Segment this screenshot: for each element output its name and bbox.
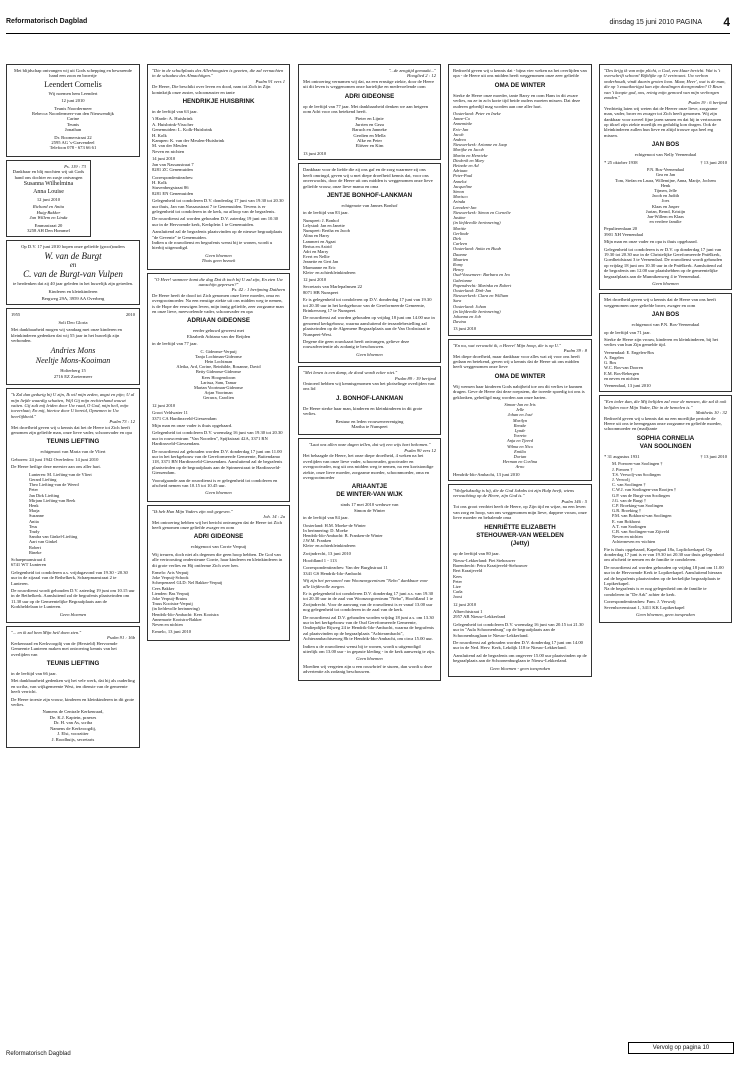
verse-ref: Psalm 19 : 6 berijmd bbox=[688, 100, 727, 106]
notice-sub: sinds 17 mei 2010 weduwe van Simon de Winter bbox=[340, 502, 399, 513]
notice-sub: echtgenote van Jannes Bonhof bbox=[341, 202, 398, 208]
notice-line: Mijn man en onze vader is thuis opgebaard. bbox=[152, 422, 233, 428]
verse-text: "Met lenen is een damp, de dood wordt ecker niet." bbox=[303, 370, 398, 376]
notice-body: Sterke de Heere onze moeder, tante Barry en oom Hans in dit zware verlies, nu ze in zo'n korte tijd beide ouders moeten missen. Dat deze ouderen gebedijl mag worden aan one aller hart. bbox=[453, 92, 581, 109]
family-names: Ermelo: Aris Verpuij Joke Verpuij-Schook Scherpenzeel GLD: Nel Bakker-Verpuij Cees Bakker Lienden: Bas Verpuij Joke Verpuij-Bruins Truus Kooistra-Verpuij (in liefdevolle herinnering) Hendrik-Ido-Ambacht: Kees Kooistra Annemarie Kooistra-Bakker Neven en nichten bbox=[152, 570, 223, 628]
verse-text: "Die in de schuilplaats des Allerhoogsten is gezeten, die zal vernachten in de schaduw des Almachtigen." bbox=[152, 68, 284, 79]
notice-text: Kerkenraad en Kerkvoogdij van de (Hersteld) Hervormde Gemeente Lunteren maken met ontroering kennis van het overlijden van bbox=[11, 640, 118, 657]
year-start: 1955 bbox=[11, 312, 21, 318]
deceased-name: ADRI GIDEONSE bbox=[193, 533, 244, 541]
age-line: in de leeftijd van 77 jaar. bbox=[152, 341, 198, 347]
address: Groot Veldwater 11 3371 CA Hardinxveld-Giessendam bbox=[152, 410, 217, 421]
column-5 bbox=[599, 64, 732, 626]
correspondence-address: Correspondentieadres: Van der Burghstraat 11 3341 GS Hendrik-Ido-Ambacht bbox=[303, 565, 388, 576]
notice-date: 12 juni 2010 bbox=[303, 276, 327, 282]
closing-line: Geen bloemen - geen toespraken bbox=[489, 665, 551, 671]
notice-after: Indien u de rouwdienst wenst bij te wonen, wordt u uitgenodigd uiterlijk om 13.00 uur - in gepaste kleding - in de kerk aanwezig te zijn. bbox=[303, 643, 435, 655]
obituary-oma-de-winter-grandchildren bbox=[448, 339, 592, 481]
address: Albrechtstraat 1 2957 AB Nieuw-Lekkerland bbox=[453, 608, 506, 620]
verse-text: "En nu, wat verwacht ik, o Heere! Mijn hoop, die is op U." bbox=[453, 342, 562, 348]
notice-text: Met dankbaarheid mogen wij vandaag met onze kinderen en kleinkinderen gedenken dat wij 55 jaar in het huwelijk zijn verbonden. bbox=[11, 327, 122, 343]
notice-text: Dankbaar voor de liefde die zij ons gaf en de zorg waarmee zij ons heeft omringd, geven wij u met diepe droefheid kennis dat, voor ons onverwachts, door de Heere uit ons midden is weggenomen onze lieve geliefde vrouw, onze lieve mama en oma bbox=[303, 167, 433, 189]
notice-text: Het behaagde de Heere, het onze diepe droefheid, 4 weken na het overlijden van onze lieve vader, schoonvader, grootvader en overgrootvader, nog uit ons midden weg te nemen, na een kortstondige ziekte, onze lieve moeder, zorgzame moeder, schoonmoeder, oma en overgrootmoeder bbox=[303, 453, 434, 480]
verse-ref: Psalm 146 : 5 bbox=[561, 498, 587, 504]
notice-body: Wij treuren, doch niet als degenen die geen hoop hebben. De God van alle vertroosting ondersteune Corrie, haar kinderen en kleinkinderen in dit grote verlies en Hij ontferme Zich over hen. bbox=[152, 551, 283, 568]
burial-info: Aansluitend zal de begrafenis om ongeveer 15.00 uur plaatsvinden op de begraafplaats aan de Schoonenburglaan te Nieuw-Lekkerland. bbox=[453, 652, 587, 664]
notice-text: Verdrietig laten wij weten dat de Heerer onze lieve, zorgzame man, vader, broer en zwager tot Zich heeft genomen. Wij zijn dankbaar voor zoveel fijne jaren samen en dat hij in vertrouwen op tiksel zijn ziekte moeilijk en geduldig kon dragen. Ook de kleinkinderen zullen hun lieve en altijd trouwe opa heel erg missen. bbox=[604, 105, 722, 138]
age-line: op de leeftijd van 80 jaar. bbox=[453, 550, 500, 556]
obituary-adriaan-gideonse bbox=[147, 273, 290, 502]
notice-body: Wij wensen haar kinderen Gods nabijheid toe om dit verlies te kunnen dragen. Geve de Heere dat deze roepstem, die tweede spoedig tot ons is geklonken, geheiligd mag worden aan onze harten. bbox=[453, 383, 585, 400]
anniversary-van-de-burgt bbox=[6, 240, 140, 305]
obituary-hendrikje-huisbrink bbox=[147, 64, 290, 270]
notice-date: 12 juni 2010 bbox=[36, 196, 61, 202]
address: Pepulierenlaan 20 3901 XH Veenendaal bbox=[604, 226, 644, 237]
obituary-teunis-liefting bbox=[6, 388, 140, 623]
age-line: in de leeftijd van 84 jaar. bbox=[303, 515, 349, 521]
deceased-name: OMA DE WINTER bbox=[494, 372, 546, 380]
notice-text: Tot ons groot verdriet heeft de Heere, op Zijn tijd en wijze, na een leven van zorg en hoop, van ons weggenomen mijn lieve, dappere vrouw, onze lieve moeder en behalende oma bbox=[453, 504, 587, 521]
header-rule bbox=[6, 33, 730, 34]
verse-ref: Psalm 90 vers 12 bbox=[404, 447, 436, 453]
closing-line: Geen bloemen, geen toespraken bbox=[636, 612, 695, 618]
family-names: C. Gideonse-Verpuij Tanja Lochtman-Gideonse Hein Lochtman Aleika, Ard, Corine, Reinhilde, Rosanne, David Betty Gideonse-Gideonse Kees Hoogendoorn Larissa, Sam, Tamar Martan Voortman-Gideonse Arjan Voortman Gerarra, Carolien bbox=[176, 348, 261, 401]
column-4 bbox=[448, 64, 592, 680]
notice-text: De Heere, Die beschikt over leven en dood, nam tot Zich in Zijn koninkrijk onze zuster, schoonzuster en tante bbox=[152, 84, 271, 95]
continue-link[interactable]: Vervolg op pagina 10 bbox=[628, 1042, 734, 1054]
deceased-name: ADRI GIDEONSE bbox=[344, 92, 395, 100]
funeral-info: De rouwdienst zal worden gehouden op vrijdag 18 juni om 11.00 uur in de Hervormde Kerk te Lopikerkapel. Aansluitend hieraan zal de begrafenis plaatsvinden op de kerkelijke begraafplaats te Lopikerkapel. Na de begrafenis is er nog gelegenheid om de familie te condoleren in "De Ark" achter de kerk. bbox=[604, 564, 724, 597]
deceased-name-2: DE WINTER-VAN WIJK bbox=[336, 491, 403, 499]
burial-info: Aansluitend zal de begrafenis plaatsvinden op de nieuwe begraafplaats "de Gevente" te Genemuiden. Indien u de rouwdienst en begrafenis wenst bij te wonen, wordt u hierbij uitgenodigd. bbox=[152, 229, 283, 251]
notice-sub: Wij noemen hem Leendert bbox=[48, 90, 98, 96]
notice-intro: Met blijdschap ontvangen wij uit Gods schepping en bewarende hand een zoon en broertje bbox=[14, 68, 132, 79]
dates-line: Geboren: 24 juni 1942 Overleden: 14 juni 2010 bbox=[11, 456, 99, 462]
condolence-info: Gelegenheid tot condoleren D.V. donderdag 17 juni van 19.30 tot 20.30 uur thuis, Jan van Nassaustraat 7 te Genemuiden. Tevens is er gelegenheid tot condoleren in de kerk, na afloop van de begrafenis. bbox=[152, 198, 284, 214]
closing-line: Geen bloemen bbox=[356, 351, 383, 357]
age-line: op de leeftijd van 77 jaar. Met dankbaarheid denken we aan hetgeen oom Adri voor ons betekend heeft. bbox=[303, 103, 428, 115]
notice-date: 14 juni 2010 bbox=[152, 156, 176, 162]
notice-date: Hendrik-Ido-Ambacht, 13 juni 2010 bbox=[453, 471, 520, 477]
notice-sub: echtgenoot van Nelly Veenendaal bbox=[634, 152, 697, 158]
obituary-sophia-van-soolingen bbox=[599, 395, 732, 623]
deceased-name: TEUNIS LIEFTING bbox=[46, 660, 100, 668]
page-number: 4 bbox=[723, 15, 730, 29]
deceased-name-1: SOPHIA CORNELIA bbox=[636, 434, 695, 442]
obituary-jan-bos-family bbox=[599, 64, 732, 290]
notice-date: 13 juni 2010 bbox=[303, 150, 327, 156]
funeral-info: De rouwdienst wordt gehouden D.V. zaterdag 19 juni om 10.15 uur in de Bethelkerk. Aansluitend zal de begrafenis plaatsvinden om 11.30 uur op de Gemeentelijke Begraafplaats aan de Korkheldelaan te Lunteren. bbox=[11, 587, 135, 610]
notice-sub: echtgenoot van Maria van de Vliert bbox=[40, 449, 106, 455]
deceased-name: J. BONHOF-LANKMAN bbox=[335, 394, 404, 402]
family-names: Pieter en Lijnie Jurrien en Geza Baruch en Janneke Gerdien en Mella Alke en Peter Eliëzer en Kim bbox=[352, 116, 387, 149]
age-line: op de leeftijd van 71 jaar. bbox=[604, 329, 651, 335]
notice-body: Mijn man en onze vader en opa is thuis opgebaard. bbox=[604, 239, 698, 245]
notice-text: Dankbaar en blij mochten wij uit Gods hand ons dochter en zusje ontvangen bbox=[12, 169, 85, 180]
address: Jan van Nassaustraat 7 8281 ZC Genemuiden bbox=[152, 161, 194, 173]
deceased-name: ADRIAAN GIDEONSE bbox=[187, 317, 250, 325]
funeral-info: De rouwdienst zal gehouden worden D.V. donderdag 17 juni om 11.00 uur in het kerkgebouw van de Gereformeerde Gemeente, Buitendamo 118, 3371 BN Hardinxveld-Giessendam. Aansluitend zal de begrafenis plaatsvinden op de begraafplaats aan de Spinnerstraat te Hardinxveld-Giessendam. bbox=[152, 448, 283, 476]
family-names: Richard en Anita Huig-Bakker Jan Willem en Linda bbox=[29, 204, 68, 221]
verse-text: "Laat ons allen onze dagen tellen, dat wij een wijs hart bekomen." bbox=[308, 442, 431, 448]
born-date: * 25 oktober 1938 bbox=[604, 159, 638, 165]
closing-line: Geen bloemen bbox=[652, 280, 679, 286]
condolence-info: Gelegenheid tot condoleren a.s. vrijdagavond van 19.30 - 20.30 uur in de zijzaal van de Bethelkerk, Schaepmanstraat 2 te Lunteren. bbox=[11, 569, 128, 586]
condolence-info: Gelegenheid tot condoleren D.V. woensdag 16 juni van 20.15 tot 21.30 uur in "Aula Schoonenburg" op de begraafplaats aan de Schoonenburglaan te Nieuw-Lekkerland. bbox=[453, 621, 584, 638]
funeral-info: De rouwdienst zal D.V. gehouden worden vrijdag 18 juni a.s. om 13.30 uur in het kerkgebouw van de Oud Gereformeerde Gemeente, Ondiepdijke Rijweg 24 te Hendrik-Ido-Ambacht, waarna de begrafenis zal plaatsvinden op de begraafplaats "Achterambacht", Achterambachtseweg 8b te Hendrik-Ido-Ambacht, om circa 15.00 uur. bbox=[303, 614, 434, 642]
deceased-name-1: ARIAANTJE bbox=[351, 483, 388, 491]
closing-line: Geen bloemen bbox=[205, 490, 232, 496]
age-line: in de leeftijd van 66 jaar. bbox=[11, 671, 57, 677]
funeral-info: De rouwdienst zal gehouden worden D.V. donderdag 17 juni om 14.00 uur in de Ned. Herv. Kerk, Lekdijk 118 te Nieuw-Lekkerland. bbox=[453, 639, 583, 651]
born-date: * 31 augustus 1931 bbox=[604, 453, 640, 459]
name-2: C. van de Burgt-van Vulpen bbox=[23, 269, 123, 280]
anniversary-mons bbox=[6, 308, 140, 385]
deceased-name: OMA DE WINTER bbox=[494, 81, 546, 89]
notice-text: Met ontroering hebben wij het bericht ontvangen dat de Heere tot Zich heeft genomen onze geliefde zwager en oom bbox=[152, 519, 282, 530]
verse-text: "Welgelukzalig is hij, die de God Jakobs tot zijn Hulp heeft, wiens verwachting op de Heere, zijn God is." bbox=[453, 488, 575, 499]
verse-ref: Mattheüs 10 : 32 bbox=[695, 410, 727, 416]
family-names: Nieuw-Lekkerland: Piet Stehouwer Barendrecht: Petra Kraaijeveld-Stehouwer Bert Kraaijeveld Kees Peter Lize Carla Joost bbox=[453, 557, 528, 600]
deceased-name: JAN BOS bbox=[651, 141, 680, 149]
notice-sub: echtgenoot van Corrie Verpuij bbox=[190, 544, 247, 550]
verse-text: "O Heer! wanneer komt die dag Dat ik toch bij U zal zijn, En zien Uw aanschijn gepresen?" bbox=[154, 276, 283, 287]
notice-date: 12 juni 2010 bbox=[152, 402, 176, 408]
notice-wish: Moedten wij vergeten zijn u een rouwbrief te sturen, dan wordt u deze advertentie als zodanig beschouwen. bbox=[303, 663, 433, 675]
address: Hoofdland 1 - 113 bbox=[303, 557, 337, 563]
address: Schaepmanstraat 4 6741 WT Lunteren bbox=[11, 556, 47, 568]
birth-notice-leendert bbox=[6, 64, 140, 157]
notice-body: De Heere sterke haar man, kinderen en kleinkinderen in dit grote verlies. bbox=[303, 405, 423, 417]
notice-body: Wij zijn het personeel van Woonzorgcentrum "Nebo" dankbaar voor alle liefdevolle zorgen. bbox=[303, 578, 428, 589]
church-notice-liefting bbox=[6, 626, 140, 748]
closing-line: Geen bloemen Thuis geen bezoek bbox=[201, 252, 236, 264]
signatories: Bestuur en leden vrouwenvereniging Martha te Nunspeet bbox=[335, 418, 404, 430]
obituary-henriette-stehouwer bbox=[448, 484, 592, 677]
address: Dr. Boomerstraat 22 2595 AG 's-Gravendeel Telefoon 078 - 673 66 61 bbox=[49, 134, 97, 151]
notice-line: De Heere heilige deze meester aan ons aller hart. bbox=[11, 464, 101, 470]
obituary-ariaantje-de-winter bbox=[298, 438, 441, 680]
condolence-info: Er is gelegenheid tot condoleren op D.V. donderdag 17 juni van 19.30 tot 20.30 uur in het kerkgebouw van de Gereformeerde Gemeente, Brinkersweg 17 te Nunspeet. bbox=[303, 297, 432, 313]
verse-text: "Een ieder dan, die Mij belijden zal voor de mensen, die zal ik ook belijden voor Mijn Vader, Die in de hemelen is." bbox=[604, 399, 727, 410]
notice-date: Zwijndrecht, 13 juni 2010 bbox=[303, 550, 351, 556]
family-names: Simon-Jan en Iris Jelle Johan en José Marilyn Renske Lynde Yorrein Anja en Tjeerd Wilma en Nico Emilia Dorian Herman en Corlina Arno bbox=[502, 402, 538, 470]
deceased-name-2: VAN SOOLINGEN bbox=[639, 442, 692, 450]
age-line: in de leeftijd van 83 jaar. bbox=[303, 210, 349, 216]
address: Holterberg 15 2716 EZ Zoetermeer bbox=[53, 368, 93, 379]
notice-after: Voorafgaande aan de rouwdienst is er gelegenheid tot condoleren en afscheid nemen van 10.15 tot 10.45 uur. bbox=[152, 477, 278, 488]
obituary-adri-gideonse-family bbox=[147, 505, 290, 641]
closing-line: Geen bloemen bbox=[59, 611, 87, 617]
obituary-jan-bos-siblings bbox=[599, 293, 732, 392]
verse-ref: Joh. 14 : 2a bbox=[263, 514, 285, 520]
verse-text: "Des krijg ik van mijn plicht, o God, een klaar bericht. Wat is 't overschrift schoon! Bijblijke op U vertrouwt. Uw verbon onderhoudt, vindt daarin groten loon. Maar, Heer', wat is de man, die op 't zouaikortigst kan zijn dwalingen doorgronden? O Reun van 't koopte god, ons, reinig mijn gemoed van mijn verborgen zonden." bbox=[604, 68, 726, 101]
address: Bergweg 29A, 3959 AA Overberg bbox=[41, 295, 105, 301]
kids-line: Kinderen en kleinkinderen bbox=[48, 288, 98, 294]
verse-text: "... en ik zal hem Mijn heil doen zien." bbox=[11, 630, 82, 635]
and-word: en bbox=[69, 260, 77, 269]
name-2: Neeltje Mons-Kooiman bbox=[35, 356, 111, 366]
verse-text: "...de zengtijd gemaakt..." bbox=[388, 68, 436, 73]
year-end: 2010 bbox=[125, 312, 135, 318]
family-names: M. Poeroen-van Soolingen † J. Pieroen † T.S. Verwolj-van Soolingen J. Verwolj C. van Soolingen † C.W.J. van Soolingen-van Rooijen † G.P. van de Burgt-van Soolingen J.G. van de Burgt † C.P. Broeking-van Soolingen G.R. Broeking † P.M. van Bokhorst-van Soolingen E. van Bokhorst A.T. van Soolingen C.B. van Soolingen-van Zijtveld Neven en nichten Achterneven en -nichten bbox=[612, 461, 677, 545]
death-date: † 13 juni 2010 bbox=[700, 453, 727, 459]
column-1 bbox=[6, 64, 140, 751]
notice-text: te herdenken dat zij 40 jaar geleden in het huwelijk zijn getreden. bbox=[12, 281, 134, 287]
family-names: 't Harde: A. Huisbrink A. Huisbrink-Visscher Genemuiden: L. Kolk-Huisbrink H. Kolk Kampen: K. van der Meulen-Huisbrink M. van der Meulen Neven en nichten bbox=[152, 116, 225, 154]
closing-line: Geen bloemen bbox=[356, 656, 383, 662]
family-names: Oosterland: Peter en Ineke Janne-Co Annemieke Eric-Jan Jacob Andrea Nieuwerkerk: Arianne en Jaap Marijke en Jacob Martin en Henrieke Diederik en Mary Heineke en Ad Adriaan Peter-Paul Annelot Jacqueline Simon Marisco Arinda Leendert-Jan Nieuwerkerk: Simon en Cornelie Justine (in liefdevolle herinnering) Maritie Gerlinde Dirk Carleen Oosterland: Anita en Huub Daanne Maarten Romy Henry Oud-Vossemeer: Barbara en Ivo Gabrianne Papendrecht: Marinka en Robert Oosterland: Dirk-Jan Nieuwerkerk: Clara en William Sara Oosterland: Johan (in liefdevolle herinnering) Johanna en Job Davina bbox=[453, 111, 512, 325]
child-name-2: Anna Louise bbox=[33, 188, 64, 195]
funeral-info: De rouwdienst zal worden gehouden op vrijdag 18 juni om 14.00 uur in genoemd kerkgebouw, waarna aansluitend de teraardebestelling zal plaatsvinden op de Algemene Begraafplaats aan de Van Oosbstraat te Nunspeet-West. bbox=[303, 315, 435, 337]
birth-notice-susanna bbox=[6, 160, 91, 237]
obituary-adri-gideonse-nephews bbox=[298, 64, 441, 160]
notice-text: Bedroefd geven wij u kennis dat - bijna vier weken na het overlijden van opa - de Heere uit ons midden heeft weggenomen onze zeer geliefde bbox=[453, 68, 587, 79]
notice-intro: Op D.V. 17 juni 2010 hopen onze geliefde (groot)ouders bbox=[21, 244, 125, 250]
obituary-jentje-bonhof bbox=[298, 163, 441, 363]
publication-name: Reformatorisch Dagblad bbox=[6, 18, 88, 25]
verse-ref: Psalm 89 : 19 berijmd bbox=[394, 375, 436, 381]
family-names: Lunteren: M. Liefting-van de Vliert Gerard Liefting Theo Liefting-van de Weerd Peter Jan Dirk Liefting Mirjam Liefting-van Beek Henk Marja Suzanne Anita Teus Trudy Sandra van Ginkel-Liefting Aart van Ginkel Robert Rineke bbox=[29, 471, 92, 555]
notice-body: Met dankbaarheid gedenken wij het vele werk, dat hij als ouderling en scriba, van wijkgemeente West, ten dienste van de gemeente heeft verricht. bbox=[11, 678, 135, 695]
deceased-name: HENDRIKJE HUISBRINK bbox=[182, 98, 255, 106]
verse-text: "k Zal dan gedurig bij U zijn, Ik wil mijn zeden, angst en pijn; U al mijn liefde waardig schatten, Wijl Gij mijn rechterhand wouwt vatten. Gij zult mij leiden door Uw raad, O God, mijn heil, mijn toeverlaat; En mij, hiertoe door U bereid, Opnemen in Uw heerlijkheid." bbox=[11, 392, 135, 419]
deceased-name-2: STEHOUWER-VAN WEELDEN bbox=[476, 531, 564, 539]
notice-text: Bedroefd geven wij u kennis dat na een moeilijke periode de Heere uit ons te heengegaan onze zorgzame en geliefde moeder, schoonmoeder en (mad)tante bbox=[604, 415, 722, 432]
deceased-name-1: HENRIËTTE ELIZABETH bbox=[484, 523, 556, 531]
notice-wish: De Heere troeste zijn vrouw, kinderen en kleinkinderen in dit grote verlies. bbox=[11, 696, 135, 708]
notice-date: 12 juni 2010 bbox=[453, 601, 477, 607]
footer-publication: Reformatorisch Dagblad bbox=[6, 1051, 71, 1057]
notice-after: Degene die geen rouwkaart heeft ontvangen, gelieve deze rouwadvertentie als zodanig te beschouwen. bbox=[303, 339, 410, 350]
verse-text: "Ik heb Hun Mijn Vaders zijn ook gegeven." bbox=[152, 508, 233, 514]
notice-text: Met droefheid geven wij u kennis dat de Heere van ons heeft weggenomen onze geliefde broer, zwager en oom bbox=[604, 297, 716, 308]
notice-date: Ermelo, 13 juni 2010 bbox=[152, 629, 192, 635]
deceased-name: TEUNIS LIEFTING bbox=[46, 438, 100, 446]
funeral-info: De rouwdienst zal worden gehouden D.V. zaterdag 19 juni om 10.30 uur in de Hervormde kerk, Kerkplein 1 te Genemuiden. bbox=[152, 216, 279, 227]
family-names: Veenendaal: E. Engelen-Bos A. Engelen G. Bos W.C. Bos-van Dooren E.M. Bos-Rebergen en neven en nichten bbox=[604, 349, 655, 381]
condolence-info: Gelegenheid tot condoleren D.V. woensdag 16 juni van 19.30 tot 20.30 uur in rouwcentrum "Van Noorden", Spijkstraat 42A, 3371 RN Hardinxveld-Giessendam. bbox=[152, 430, 283, 447]
notice-body: Sterke de Heere zijn vrouw, kinderen en kleinkinderen, bij het verlies van hun Zijn gemelde tijd. bbox=[604, 337, 719, 348]
column-2 bbox=[147, 64, 290, 644]
name-1: W. van de Burgt bbox=[44, 250, 102, 261]
family-names: P.N. Bos-Veenendaal Gea en Jan Tom, Stefan en Laura, Willemijne, Anna, Marije, Jochem Henk Tijmen, Jelle Jacob en Judith Joes Klaas en Jasper Jurian, Bernd, Kristijn Jan-Willem en Klaas en verdere familie bbox=[615, 167, 716, 225]
notice-text: Met droefheid geven wij u kennis dat het de Heere tot Zich heeft genomen zijn geliefde man, onze lieve vader, schoonvader en opa bbox=[11, 424, 132, 436]
child-name: Leendert Cornelis bbox=[44, 79, 102, 89]
signatories: Namens de Centrale Kerkenraad, De. K.J. Kaptein, praeses Dr. H. van As, scriba Namens de Kerkvoogdij, J. Elsi, voorzitter J. Roodhuijs, secretaris bbox=[42, 709, 104, 742]
notice-date: 13 juni 2010 bbox=[453, 326, 477, 332]
correspondence-address: Correspondentieadres: H. Kolk Stuvenbergstraat 86 8281 EN Genemuiden bbox=[152, 174, 194, 196]
notice-text: De Heere heeft de dood tot Zich genomen onze lieve moeder, oma en overgrootmoeder. Na een ernstige ziekte uit ons midden weg te nemen, is de Hope der eeuwigen leven, mijn innig geliefde, zeer zorgzame man en onze lieve, meevoelende vader, schoonvader en opa bbox=[152, 292, 284, 315]
family-names: Teunis Noordermeer Rebecca Noordermeer-van den Nieuwendijk Carine Teunis Jonathan bbox=[32, 105, 114, 133]
notice-sub: echtgenoot van P.N. Bos-Veenendaal bbox=[631, 322, 700, 328]
verse-ref: Ps. 42 : 1 berijming Datheen bbox=[231, 287, 285, 293]
address: Emmastraat 20 3258 AH Den Hommel bbox=[27, 222, 70, 233]
name-1: Andries Mons bbox=[50, 346, 96, 356]
notice-sub: eerder gehuwd geweest met Elizabeth Adriana van der Reijden bbox=[186, 328, 251, 339]
notice-text: Met diepe droefheid, maar dankbaar voor alles wat zij voor ons heeft gedaan en betekend, geven wij u kennis dat de Heere uit ons midden heeft weggenomen onze lieve bbox=[453, 353, 580, 370]
obituary-oma-de-winter-family bbox=[448, 64, 592, 336]
correspondence-address: Correspondentieadres: Fam. J. Verwolj Sevenhovenstraat 1, 3411 KK Lopikerkapel bbox=[604, 599, 685, 610]
death-date: † 13 juni 2010 bbox=[700, 159, 727, 165]
column-3 bbox=[298, 64, 441, 684]
condolence-info: Er is gelegenheid tot condoleren D.V. donderdag 17 juni a.s. van 19.30 tot 20.30 uur in de zaal van Woonzorgcentrum "Nebo", Hoofdland 1 te Zwijndrecht. Voor de aanvang van de rouwdienst is er vanaf 13.00 uur nog gelegenheid tot condoleren in de zaal van de kerk. bbox=[303, 591, 434, 613]
notice-date: 12 juni 2010 bbox=[61, 98, 85, 104]
page-header bbox=[6, 15, 730, 32]
condolence-info: Gelegenheid tot condoleren is er D.V. op donderdag 17 juni van 19.30 tot 20.30 uur in de Christelijke Gereformeerde Pniëlkerk, Goedheidstraat 3 te Veenendaal. De rouwdienst wordt gehouden op vrijdag 18 juni om 10.30 uur in de Pniëlkerk. Aansluitend zal de begrafenis om 12.00 uur plaatshebben op de gemeentelijke begraafplaats aan de Munnikenweg 4 te Veenendaal. bbox=[604, 246, 723, 279]
address: Secretaris van Marlepalmsen 22 8071 HB Nunspeet bbox=[303, 284, 363, 295]
verse-ref: Ps. 119 : 73 bbox=[64, 163, 86, 169]
notice-body: Fie is thuis opgebaard, Kapelspad 18a, Loplickerkapel. Op donderdag 17 juni is er van 19.30 tot 20.30 uur thuis gelegenheid om afscheid te nemen en de familie te condoleren. bbox=[604, 546, 724, 563]
motto: Soli Deo Gloria bbox=[58, 319, 88, 325]
notice-j-bonhof-lankman bbox=[298, 366, 441, 435]
verse-ref: Psalm 73 : 12 bbox=[109, 419, 135, 425]
deceased-name: JAN BOS bbox=[651, 311, 680, 319]
verse-ref: Psalm 91 vers 1 bbox=[255, 78, 285, 84]
family-names: Oosterland: H.M. Moeke-de Winter In herinnering: D. Moeke Hendrik-Ido-Ambacht: B. Franken-de Winter J.W.M. Franken Klein- en achterkleinkinderen bbox=[303, 522, 383, 549]
family-names: Nunspeet: J. Bonhof Lelystad: Jan en Janette Nunspeet: Bertha en Jacob Alina en Harry Lammert en Agaat Bertus en Astrid Adri en Marry Evert en Nellie Jeanette en Gert Jan Marmanne en Eric Klein- en achterkleinkinderen bbox=[303, 217, 356, 275]
notice-date: Veenendaal, 13 juni 2010 bbox=[604, 383, 651, 389]
notice-text: Ontroerd hebben wij kennisgenomen van het plotselinge overlijden van ons lid bbox=[303, 381, 435, 392]
age-line: in de leeftijd van 63 jaar. bbox=[152, 109, 198, 115]
verse-ref: Psalm 91 : 16b bbox=[107, 635, 135, 641]
child-name-1: Susanna Wilhelmina bbox=[23, 181, 74, 188]
verse-ref: Hooglied 2 : 12 bbox=[407, 73, 436, 79]
verse-ref: Psalm 39 : 8 bbox=[563, 348, 587, 354]
header-date: dinsdag 15 juni 2010 PAGINA bbox=[609, 19, 702, 26]
notice-text: Met ontroering vernamen wij dat, na een ernstige ziekte, door de Heere uit dit leven is weggenomen onze hartelijke en medevoelende oom bbox=[303, 78, 434, 90]
nickname: (Jetty) bbox=[510, 539, 530, 547]
deceased-name: JENTJE BONHOF-LANKMAN bbox=[326, 191, 413, 199]
